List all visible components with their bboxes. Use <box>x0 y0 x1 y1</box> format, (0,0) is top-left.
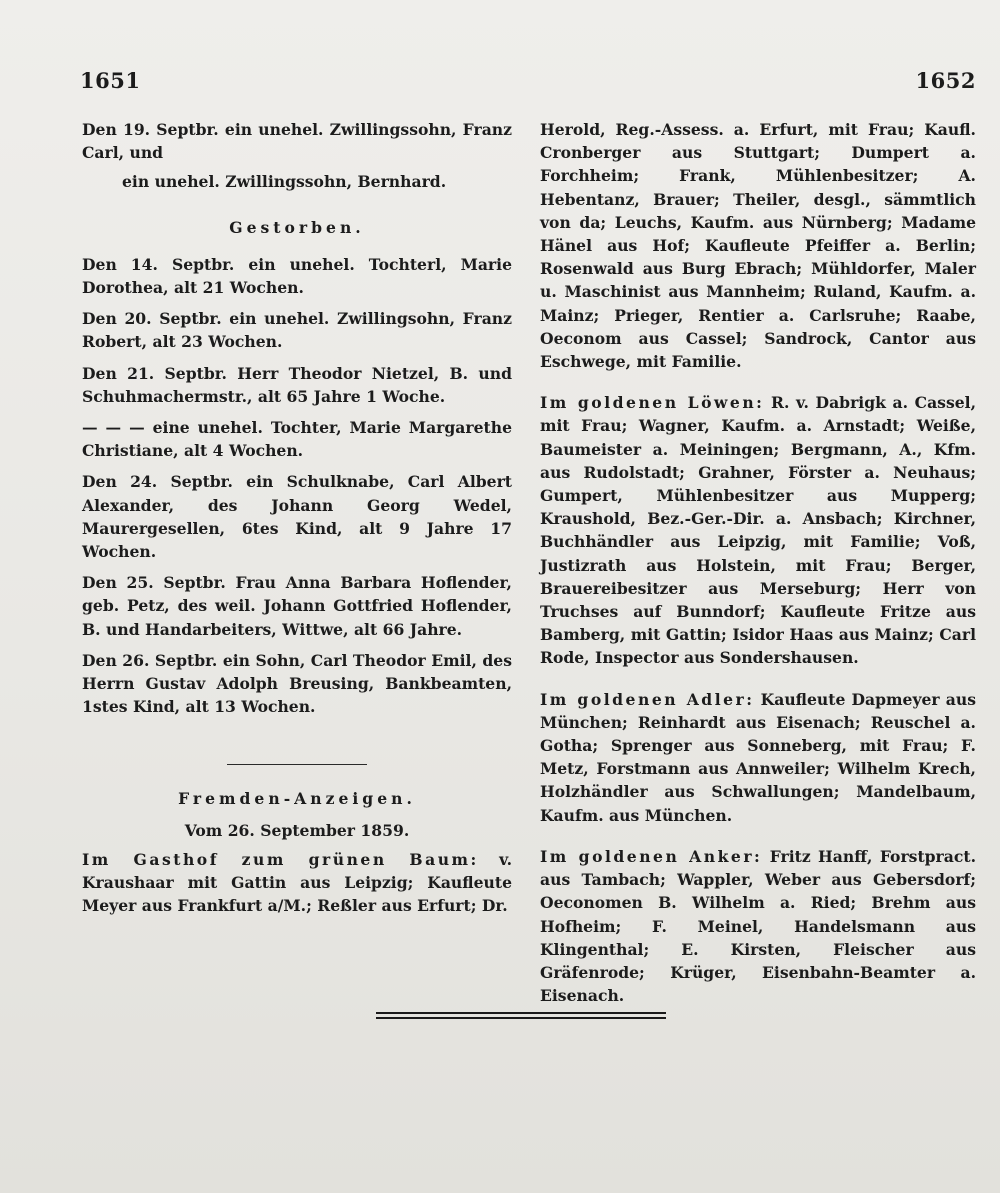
death-entry: — — — eine unehel. Tochter, Marie Margarethe Christiane, alt 4 Wochen. <box>82 418 512 461</box>
hotel-name: Im goldenen Anker: <box>540 846 763 866</box>
birth-entry-twins: Den 19. Septbr. ein unehel. Zwillingssohn, Franz Carl, und <box>82 120 512 163</box>
hotel-guests: Kaufleute Dapmeyer aus München; Reinhardt aus Eisenach; Reuschel a. Gotha; Sprenger aus Sonneberg, mit Frau; F. Metz, Forstmann aus Annweiler; Wilhelm Krech, Holzhändler aus Schwallungen; Mandelbaum, Kaufm. aus München. <box>540 689 977 825</box>
heading-strangers: Fremden-Anzeigen. <box>178 789 416 809</box>
hotel-entry-goldener-adler <box>540 688 976 827</box>
death-entry: Den 21. Septbr. Herr Theodor Nietzel, B. und Schuhmachermstr., alt 65 Jahre 1 Woche. <box>82 363 512 406</box>
page-end-double-rule <box>376 1012 666 1022</box>
death-entry: Den 26. Septbr. ein Sohn, Carl Theodor Emil, des Herrn Gustav Adolph Breusing, Bankbeamten, 1stes Kind, alt 13 Wochen. <box>82 650 512 717</box>
page-number-left: 1651 <box>80 68 141 93</box>
hotel-entry-gruener-baum <box>82 848 512 918</box>
hotel-guests-continuation: Herold, Reg.-Assess. a. Erfurt, mit Frau; Kaufl. Cronberger aus Stuttgart; Dumpert a. Forchheim; Frank, Mühlenbesitzer; A. Hebentanz, Brauer; Theiler, desgl., sämmtlich von da; Leuchs, Kaufm. aus Nürnberg; Madame Hänel aus Hof; Kaufleute Pfeiffer a. Berlin; Rosenwald aus Burg Ebrach; Mühldorfer, Maler u. Maschinist aus Mannheim; Ruland, Kaufm. a. Mainz; Prieger, Rentier a. Carlsruhe; Raabe, Oeconom aus Cassel; Sandrock, Cantor aus Eschwege, mit Familie. <box>540 120 976 372</box>
death-entry: Den 25. Septbr. Frau Anna Barbara Hoflender, geb. Petz, des weil. Johann Gottfried Hoflender, B. und Handarbeiters, Wittwe, alt 66 Jahre. <box>82 573 512 639</box>
hotel-guests: Fritz Hanff, Forstpract. aus Tambach; Wappler, Weber aus Gebersdorf; Oeconomen B. Wilhelm a. Ried; Brehm aus Hofheim; F. Meinel, Handelsmann aus Klingenthal; E. Kirsten, Fleischer aus Gräfenrode; Krüger, Eisenbahn-Beamter a. Eisenach. <box>540 846 977 1006</box>
hotel-name: Im goldenen Löwen: <box>540 393 765 413</box>
page-number-right: 1652 <box>915 68 976 93</box>
hotel-name: Im Gasthof zum grünen Baum: <box>82 849 479 869</box>
death-entry: Den 14. Septbr. ein unehel. Tochterl, Marie Dorothea, alt 21 Wochen. <box>82 254 512 298</box>
hotel-entry-goldener-loewe <box>540 391 976 669</box>
heading-deaths: Gestorben. <box>229 217 365 237</box>
death-entry: Den 20. Septbr. ein unehel. Zwillingsohn, Franz Robert, alt 23 Wochen. <box>82 309 512 352</box>
right-column <box>540 118 976 1015</box>
hotel-entry-goldener-anker <box>540 845 976 1007</box>
left-column <box>82 118 512 925</box>
birth-entry-twin-2: ein unehel. Zwillingssohn, Bernhard. <box>122 172 447 192</box>
death-entry: Den 24. Septbr. ein Schulknabe, Carl Albert Alexander, des Johann Georg Wedel, Maurergesellen, 6tes Kind, alt 9 Jahre 17 Wochen. <box>82 472 512 562</box>
date-line: Vom 26. September 1859. <box>184 820 410 840</box>
hotel-guests: R. v. Dabrigk a. Cassel, mit Frau; Wagner, Kaufm. a. Arnstadt; Weiße, Baumeister a. Meiningen; Bergmann, A., Kfm. aus Rudolstadt; Grahner, Förster a. Neuhaus; Gumpert, Mühlenbesitzer aus Mupperg; Kraushold, Bez.-Ger.-Dir. a. Ansbach; Kirchner, Buchhändler aus Leipzig, mit Familie; Voß, Justizrath aus Holstein, mit Frau; Berger, Brauereibesitzer aus Merseburg; Herr von Truchses auf Bunndorf; Kaufleute Fritze aus Bamberg, mit Gattin; Isidor Haas aus Mainz; Carl Rode, Inspector aus Sondershausen. <box>540 393 977 668</box>
hotel-name: Im goldenen Adler: <box>540 689 755 709</box>
hotel-guests: v. Kraushaar mit Gattin aus Leipzig; Kaufleute Meyer aus Frankfurt a/M.; Reßler aus Erfurt; Dr. <box>82 849 512 916</box>
section-divider <box>227 764 367 765</box>
